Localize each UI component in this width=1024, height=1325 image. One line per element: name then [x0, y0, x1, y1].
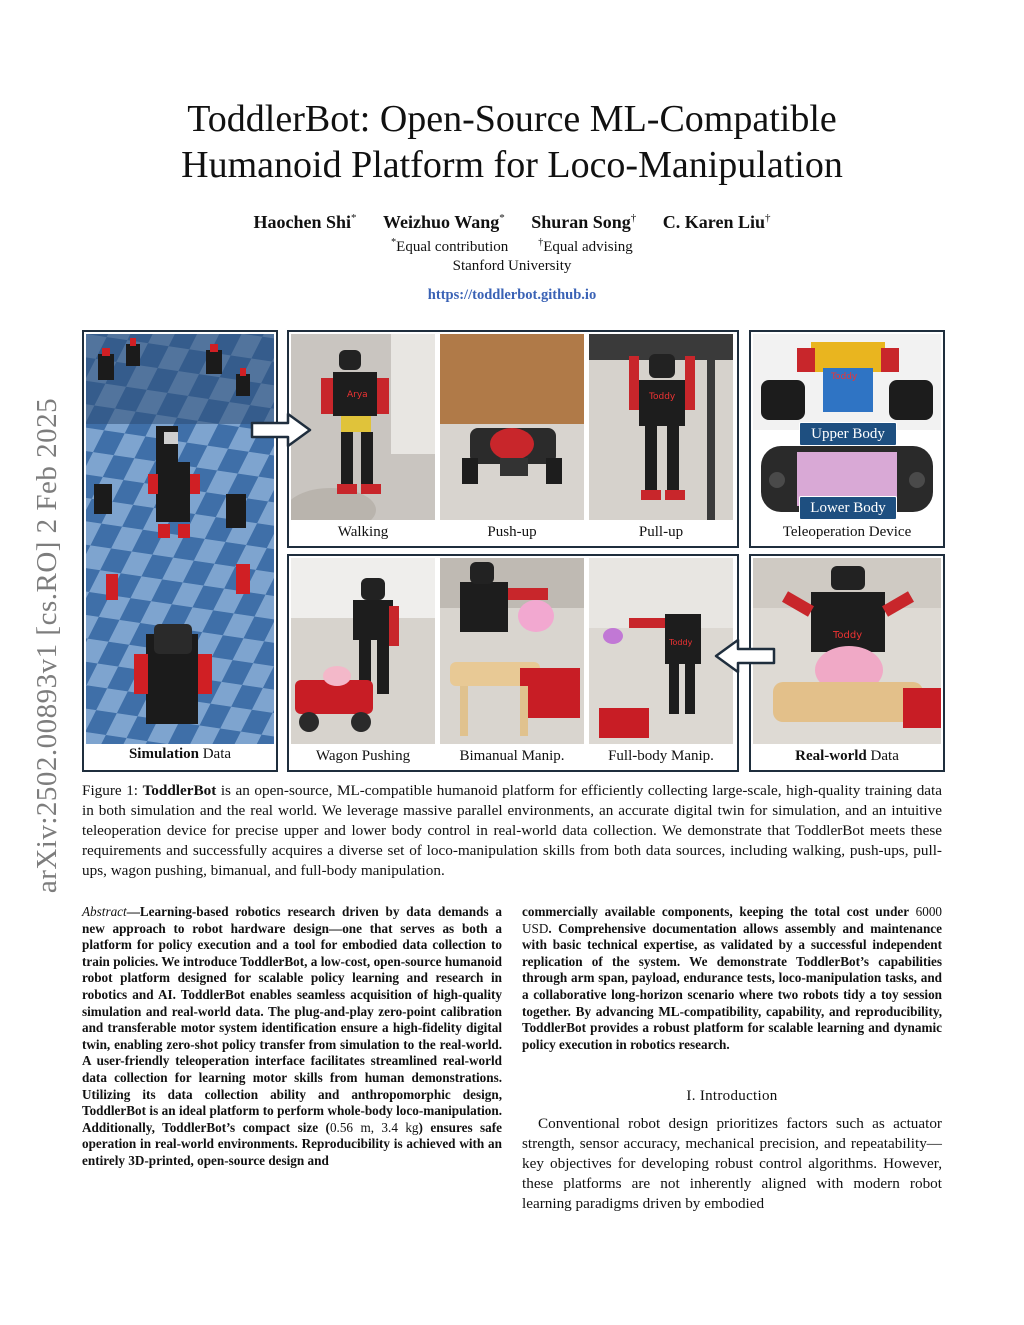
fullbody-image	[589, 558, 733, 744]
bimanual-robot-icon	[440, 558, 584, 744]
author	[254, 212, 357, 232]
arxiv-identifier	[28, 360, 68, 930]
walking-image	[291, 334, 435, 520]
abstract-text-1: Learning-based robotics research driven by data demands a new approach to robot hardware design—one that serves as both a platform for policy execution and a tool for embodied data collection to train policies. We introduce ToddlerBot, a low-cost, open-source humanoid robot platform designed for scalable policy learning and research in robotics and AI. ToddlerBot enables seamless acquisition of high-quality simulation and real-world data. The plug-and-play zero-point calibration and transferable motor system identification ensure a high-fidelity digital twin, enabling zero-shot policy transfer from simulation to the real-world. A user-friendly teleoperation interface facilitates streamlined real-world data collection for learning motor skills from human demonstrations. Utilizing its data collection ability and anthropomorphic design, ToddlerBot is an ideal platform to perform whole-body loco-manipulation. Additionally, ToddlerBot’s compact size (	[82, 904, 502, 1135]
pullup-label: Pull-up	[638, 524, 684, 540]
project-link[interactable]: https://toddlerbot.github.io	[427, 287, 597, 303]
institution: Stanford University	[452, 258, 572, 274]
paper-title	[100, 96, 924, 188]
realworld-label-bold: Real-world	[795, 748, 867, 764]
abstract-size-value: 0.56 m, 3.4 kg	[329, 1119, 419, 1135]
author-name: Shuran Song	[531, 212, 631, 232]
simulation-data-label	[84, 746, 276, 763]
arrow-left-icon	[714, 638, 776, 674]
arrow-right-icon	[250, 412, 312, 448]
realworld-robot-icon	[753, 558, 941, 744]
simulation-panel	[82, 330, 278, 772]
author-mark: †	[630, 212, 637, 224]
caption-prefix: Figure 1:	[82, 782, 143, 799]
realworld-toddy-label: Toddy	[833, 630, 863, 641]
bimanual-label: Bimanual Manip.	[459, 748, 565, 764]
author-mark: *	[499, 212, 505, 224]
author	[383, 212, 505, 232]
walking-robot-icon	[291, 334, 435, 520]
simulation-render-icon	[86, 334, 274, 744]
section-heading-introduction: I. Introduction	[686, 1088, 778, 1104]
teleop-toddy-label: Toddy	[831, 372, 858, 382]
simulation-label-rest: Data	[198, 746, 232, 762]
caption-bold: ToddlerBot	[142, 782, 217, 799]
wagon-pushing-image	[291, 558, 435, 744]
wagon-robot-icon	[291, 558, 435, 744]
caption-text: is an open-source, ML-compatible humanoid platform for efficiently collecting large-scale, high-quality training data in both simulation and the real world. We leverage massive parallel environments, an accurate digital twin for simulation, and an intuitive teleoperation device for precise upper and lower body control in real-world data collection. We demonstrate that ToddlerBot meets these requirements and successfully acquires a diverse set of loco-manipulation skills from both data sources, including walking, push-ups, pull-ups, wagon pushing, bimanual, and full-body manipulation.	[82, 782, 942, 879]
advising-text: Equal advising	[543, 239, 633, 255]
realworld-image	[753, 558, 941, 744]
introduction-paragraph: Conventional robot design prioritizes factors such as actuator strength, sensor accuracy, mechanical precision, and repeatability—key objectives for developing robust control algorithms. However, these platforms are not inherently aligned with modern robot learning paradigms driven by embodied	[522, 1115, 942, 1212]
teleoperation-image	[753, 334, 941, 520]
author-list	[0, 212, 1024, 233]
abstract-text-4: . Comprehensive documentation allows assembly and maintenance with basic technical expertise, as validated by a successful independent replication of the system. We demonstrate ToddlerBot’s capabilities through arm span, payload, endurance tests, loco-manipulation tasks, and a collaborative long-horizon scenario where two robots tidy a toy session together. By advancing ML-compatibility, capability, and reproducibility, ToddlerBot provides a robust platform for scalable learning and dynamic policy execution in robotics research.	[522, 920, 942, 1052]
bimanual-image	[440, 558, 584, 744]
fullbody-toddy-label: Toddy	[669, 638, 693, 647]
abstract-label: Abstract	[82, 904, 127, 919]
author-name: C. Karen Liu	[662, 212, 765, 232]
contribution-note	[0, 237, 1024, 256]
bottom-row-panel	[287, 554, 739, 772]
introduction-body	[522, 1114, 942, 1214]
pushup-robot-icon	[440, 334, 584, 520]
author-mark: †	[764, 212, 771, 224]
simulation-label-bold: Simulation	[128, 746, 199, 762]
walking-label: Walking	[337, 524, 389, 540]
simulation-image	[86, 334, 274, 744]
abstract-text-2: ) ensures safe operation in real-world environments. Reproducibility is achieved with an entirely 3D-printed, open-source design and	[82, 1119, 503, 1168]
robot-name-arya: Arya	[347, 390, 368, 400]
realworld-label-rest: Data	[866, 748, 899, 764]
paper-title-line-2: Humanoid Platform for Loco-Manipulation	[181, 144, 843, 186]
figure-caption	[82, 781, 942, 881]
abstract-text-3: commercially available components, keeping the total cost under	[522, 904, 916, 919]
top-row-panel	[287, 330, 739, 548]
paper-title-line-1: ToddlerBot: Open-Source ML-Compatible	[187, 98, 837, 140]
teleoperation-panel	[749, 330, 945, 548]
abstract-dash: —	[126, 904, 140, 919]
fullbody-label: Full-body Manip.	[608, 748, 714, 764]
realworld-data-label	[751, 748, 943, 765]
fullbody-robot-icon	[589, 558, 733, 744]
arxiv-identifier-text: arXiv:2502.00893v1 [cs.RO] 2 Feb 2025	[31, 397, 64, 893]
pushup-image	[440, 334, 584, 520]
advising-mark: †	[538, 237, 544, 248]
contribution-text: Equal contribution	[396, 239, 509, 255]
contribution-mark: *	[391, 237, 397, 248]
abstract-column-right	[522, 904, 942, 1053]
pushup-label: Push-up	[487, 524, 537, 540]
author-mark: *	[351, 212, 357, 224]
realworld-panel	[749, 554, 945, 772]
upper-body-badge: Upper Body	[799, 422, 897, 446]
abstract-column-left	[82, 904, 502, 1170]
pullup-image	[589, 334, 733, 520]
author-name: Haochen Shi	[253, 212, 352, 232]
robot-name-toddy: Toddy	[649, 392, 676, 402]
author	[663, 212, 771, 232]
wagon-pushing-label: Wagon Pushing	[315, 748, 411, 764]
abstract-cost-value: 6000 USD	[522, 904, 942, 936]
author-name: Weizhuo Wang	[383, 212, 500, 232]
pullup-robot-icon	[589, 334, 733, 520]
lower-body-badge: Lower Body	[799, 496, 897, 520]
teleoperation-device-label: Teleoperation Device	[782, 524, 912, 540]
author	[531, 212, 636, 232]
